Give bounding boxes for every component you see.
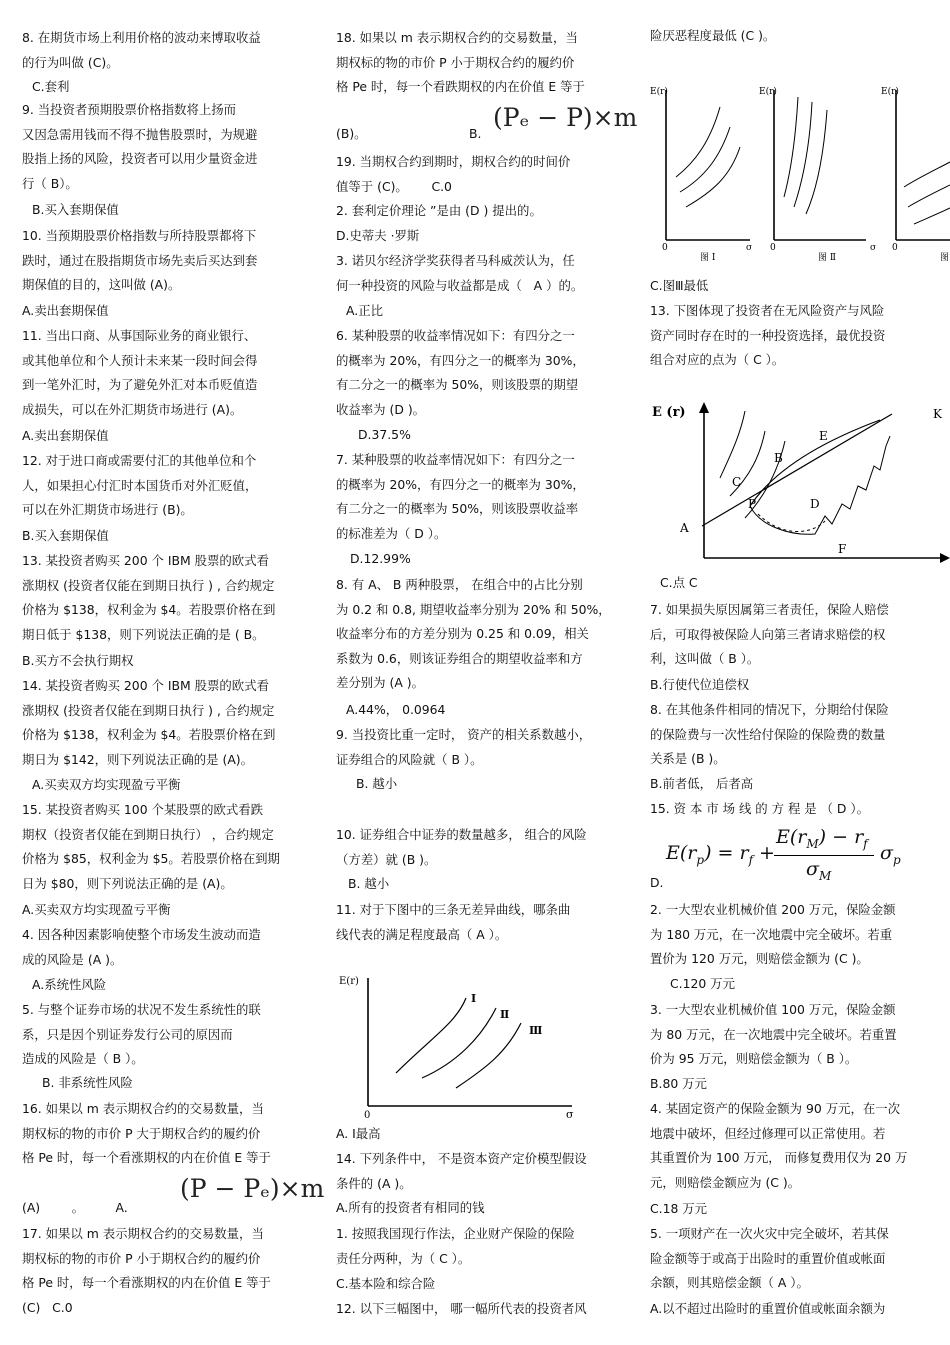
graph3-y-label: E(r): [881, 87, 899, 97]
question-13: 13. 某投资者购买 200 个 IBM 股票的欧式看 涨期权 (投资者仅能在到期日执行 ) , 合约规定 价格为 $138，权利金为 $4。若股票价格在到 期日低于 $138，则下列说法正确的是 ( B。: [22, 553, 276, 642]
point-F: F: [838, 542, 847, 556]
fig11-x-label: σ: [566, 1108, 574, 1120]
graph2-curve-1: [784, 97, 798, 197]
question-13b: 13. 下图体现了投资者在无风险资产与风险 资产同时存在时的一种投资选择，最优投资 组合对应的点为（ C ）。: [650, 303, 886, 367]
cml-sigma: $\sigma_p$: [880, 842, 901, 867]
question-14b: 14. 下列条件中， 不是资本资产定价模型假设 条件的 (A )。: [336, 1151, 587, 1191]
question-7: 7. 某种股票的收益率情况如下：有四分之一 的概率为 20%，有四分之一的概率为 30%， 有二分之一的概率为 50%，则该股票收益率 的标准差为（ D ）。: [336, 452, 585, 541]
answer-7: D.12.99%: [350, 551, 411, 566]
answer-8c: B.前者低， 后者高: [650, 776, 754, 791]
question-5: 5. 与整个证券市场的状况不发生系统性的联 系，只是因个别证券发行公司的原因而 造成的风险是（ B ）。: [22, 1002, 261, 1066]
question-2: 2. 套利定价理论 ”是由 (D ) 提出的。: [336, 203, 542, 218]
question-8b: 8. 有 A、 B 两种股票， 在组合中的占比分别 为 0.2 和 0.8, 期望收益率分别为 20% 和 50%， 收益率分布的方差分别为 0.25 和 0.09，相关 系数为 0.6，则该证券组合的期望收益率和方 差分别为 (A )。: [336, 577, 611, 690]
question-11b: 11. 对于下图中的三条无差异曲线，哪条曲 线代表的满足程度最高（ A ）。: [336, 902, 571, 942]
question-4: 4. 因各种因素影响使整个市场发生波动而造 成的风险是 (A )。: [22, 927, 261, 967]
answer-15c: D.: [650, 875, 664, 890]
answer-5c: A.以不超过出险时的重置价值或帐面余额为: [650, 1301, 886, 1316]
answer-2c: C.120 万元: [670, 976, 735, 991]
answer-13b: C.点 C: [660, 575, 698, 590]
point-A: A: [680, 521, 689, 535]
cml-numerator: $E(r_M) - r_f$: [776, 826, 868, 851]
graph1-curve-2: [680, 127, 730, 192]
question-5c: 5. 一项财产在一次火灾中完全破坏，若其保 险金额等于或高于出险时的重置价值或帐面 余额，则其赔偿金额（ A ）。: [650, 1226, 889, 1290]
frontier-x-arrow: [940, 553, 950, 563]
graph1-caption: 图 Ⅰ: [700, 253, 716, 263]
fig11-y-label: E(r): [339, 976, 359, 987]
graph2-caption: 图 Ⅱ: [818, 253, 836, 263]
question-17: 17. 如果以 m 表示期权合约的交易数量，当 期权标的物的市价 P 小于期权合约的履约价 格 Pe 时，每一个看涨期权的内在价值 E 等于 (C) C.0: [22, 1226, 271, 1315]
answer-14: A.买卖双方均实现盈亏平衡: [32, 777, 181, 792]
answer-11: A.卖出套期保值: [22, 428, 109, 443]
answer-9b: B. 越小: [356, 776, 398, 791]
graph1-origin: 0: [662, 243, 668, 253]
point-E: E: [819, 429, 828, 443]
answer-9: B.买入套期保值: [32, 202, 119, 217]
answer-16: (A) 。 A.: [22, 1200, 128, 1215]
answer-4c: C.18 万元: [650, 1201, 708, 1216]
point-B: B: [774, 451, 783, 465]
question-19: 19. 当期权合约到期时，期权合约的时间价 值等于 (C)。 C.0: [336, 154, 571, 194]
graph2-y-label: E(r): [759, 87, 777, 97]
question-2c: 2. 一大型农业机械价值 200 万元，保险金额 为 180 万元，在一次地震中完全破坏。若重 置价为 120 万元，则赔偿金额为 (C )。: [650, 902, 896, 966]
question-10: 10. 当预期股票价格指数与所持股票都将下 跌时，通过在股指期货市场先卖后买达到套 期保值的目的，这叫做 (A)。: [22, 228, 258, 292]
three-graphs-figure: [650, 82, 950, 268]
indifference-curves-figure: [336, 968, 586, 1120]
answer-5: B. 非系统性风险: [42, 1075, 133, 1090]
question-4c: 4. 某固定资产的保险金额为 90 万元，在一次 地震中破坏，但经过修理可以正常使用。若 其重置价为 100 万元， 而修复费用仅为 20 万 元，则赔偿金额应为 (C )。: [650, 1101, 908, 1190]
question-15c: 15. 资 本 市 场 线 的 方 程 是 （ D ）。: [650, 801, 869, 816]
graph3-curve-1: [904, 162, 950, 187]
answer-13: B.买方不会执行期权: [22, 653, 134, 668]
call-value-formula: (P − Pₑ)×m: [180, 1174, 325, 1203]
efficient-frontier-figure: [650, 396, 950, 564]
answer-14b: A.所有的投资者有相同的钱: [336, 1200, 485, 1215]
fig11-origin: 0: [364, 1110, 371, 1120]
question-8c: 8. 在其他条件相同的情况下，分期给付保险 的保险费与一次性给付保险的保险费的数量 关系是 (B )。: [650, 702, 889, 766]
graph2-origin: 0: [770, 243, 776, 253]
question-16: 16. 如果以 m 表示期权合约的交易数量，当 期权标的物的市价 P 大于期权合约的履约价 格 Pe 时，每一个看涨期权的内在价值 E 等于: [22, 1101, 271, 1165]
graph3-origin: 0: [892, 243, 898, 253]
question-15: 15. 某投资者购买 100 个某股票的欧式看跌 期权（投资者仅能在到期日执行） ，合约规定 价格为 $85，权利金为 $5。若股票价格在到期 日为 $80，则下列说法正确的是 (A)。: [22, 802, 280, 891]
answer-3c: B.80 万元: [650, 1076, 707, 1091]
answer-2: D.史蒂夫 ·罗斯: [336, 228, 420, 243]
answer-10: A.卖出套期保值: [22, 303, 109, 318]
answer-11b: A. Ⅰ最高: [336, 1126, 381, 1141]
point-K: K: [933, 407, 942, 421]
frontier-y-label: E (r): [652, 405, 686, 420]
answer-12: B.买入套期保值: [22, 528, 109, 543]
answer-8: C.套利: [32, 79, 70, 94]
question-6: 6. 某种股票的收益率情况如下：有四分之一 的概率为 20%，有四分之一的概率为 30%， 有二分之一的概率为 50%，则该股票的期望 收益率为 (D )。: [336, 328, 585, 417]
question-1: 1. 按照我国现行作法，企业财产保险的保险 责任分两种，为（ C ）。: [336, 1226, 575, 1266]
graph2-x-label: σ: [870, 243, 877, 253]
frontier-y-arrow: [699, 402, 709, 413]
question-3c: 3. 一大型农业机械价值 100 万元，保险金额 为 80 万元，在一次地震中完全破坏。若重置 价为 95 万元，则赔偿金额为（ B ）。: [650, 1002, 897, 1066]
graph3-curve-3: [914, 208, 950, 224]
answer-10b: B. 越小: [348, 876, 390, 891]
answer-8b: A.44%， 0.0964: [346, 702, 446, 717]
answer-7c: B.行使代位追偿权: [650, 677, 750, 692]
graph1-curve-3: [686, 147, 740, 207]
point-C: C: [732, 475, 742, 489]
question-11: 11. 当出口商、从事国际业务的商业银行、 或其他单位和个人预计未来某一段时间会得 到一笔外汇时，为了避免外汇对本币贬值造 成损失，可以在外汇期货市场进行 (A)。: [22, 328, 258, 417]
answer-6: D.37.5%: [358, 427, 411, 442]
question-14: 14. 某投资者购买 200 个 IBM 股票的欧式看 涨期权 (投资者仅能在到期日执行 ) , 合约规定 价格为 $138，权利金为 $4。若股票价格在到 期日为 $142，则下列说法正确的是 (A)。: [22, 678, 276, 767]
question-9: 9. 当投资者预期股票价格指数将上扬而 又因急需用钱而不得不抛售股票时，为规避 股指上扬的风险，投资者可以用少量资金进 行（ B）。: [22, 102, 258, 191]
question-8: 8. 在期货市场上利用价格的波动来博取收益 的行为叫做 (C)。: [22, 30, 261, 70]
point-P: P: [748, 497, 757, 511]
answer-1: C.基本险和综合险: [336, 1276, 436, 1291]
dashed-curve: [758, 514, 825, 531]
put-value-formula: (Pₑ − P)×m: [493, 103, 638, 132]
answer-18: (B)。 B.: [336, 126, 482, 141]
cml-denominator: $\sigma_M$: [806, 858, 832, 883]
question-12b: 12. 以下三幅图中， 哪一幅所代表的投资者风: [336, 1301, 587, 1316]
curve-III: [456, 1023, 521, 1088]
graph1-curve-1: [676, 107, 720, 177]
answer-3: A.正比: [346, 303, 383, 318]
graph3-caption: 图: [940, 253, 950, 263]
point-D: D: [810, 497, 820, 511]
graph3-curve-2: [908, 185, 950, 207]
question-3: 3. 诺贝尔经济学奖获得者马科威茨认为，任 何一种投资的风险与收益都是成（ A ）的。: [336, 253, 584, 293]
question-10b: 10. 证券组合中证券的数量越多， 组合的风险 （方差）就 (B )。: [336, 827, 587, 867]
curve-I-label: Ⅰ: [471, 992, 477, 1005]
curve-III-label: Ⅲ: [529, 1024, 543, 1037]
cml-lhs: $E(r_p) = r_f$ +: [666, 842, 775, 867]
answer-15: A.买卖双方均实现盈亏平衡: [22, 902, 171, 917]
graph1-x-label: σ: [746, 243, 753, 253]
question-18: 18. 如果以 m 表示期权合约的交易数量，当 期权标的物的市价 P 小于期权合约的履约价 格 Pe 时，每一个看跌期权的内在价值 E 等于: [336, 30, 585, 94]
curve-I: [396, 998, 466, 1073]
question-7c: 7. 如果损失原因属第三者责任，保险人赔偿 后，可取得被保险人向第三者请求赔偿的权 利，这叫做（ B ）。: [650, 602, 889, 666]
question-9b: 9. 当投资比重一定时， 资产的相关系数越小， 证券组合的风险就（ B ）。: [336, 727, 592, 767]
curve-II-label: Ⅱ: [500, 1008, 510, 1021]
question-12: 12. 对于进口商或需要付汇的其他单位和个 人，如果担心付汇时本国货币对外汇贬值， 可以在外汇期货市场进行 (B)。: [22, 453, 258, 517]
capital-market-line: [702, 414, 892, 526]
answer-12b: C.图Ⅲ最低: [650, 278, 709, 293]
answer-4: A.系统性风险: [32, 977, 107, 992]
graph2-curve-3: [806, 110, 827, 214]
indiff-curve-1: [720, 411, 745, 478]
question-12b-cont: 险厌恶程度最低 (C )。: [650, 28, 776, 43]
graph1-y-label: E(r): [650, 87, 668, 97]
cml-fraction-bar: [774, 855, 874, 856]
